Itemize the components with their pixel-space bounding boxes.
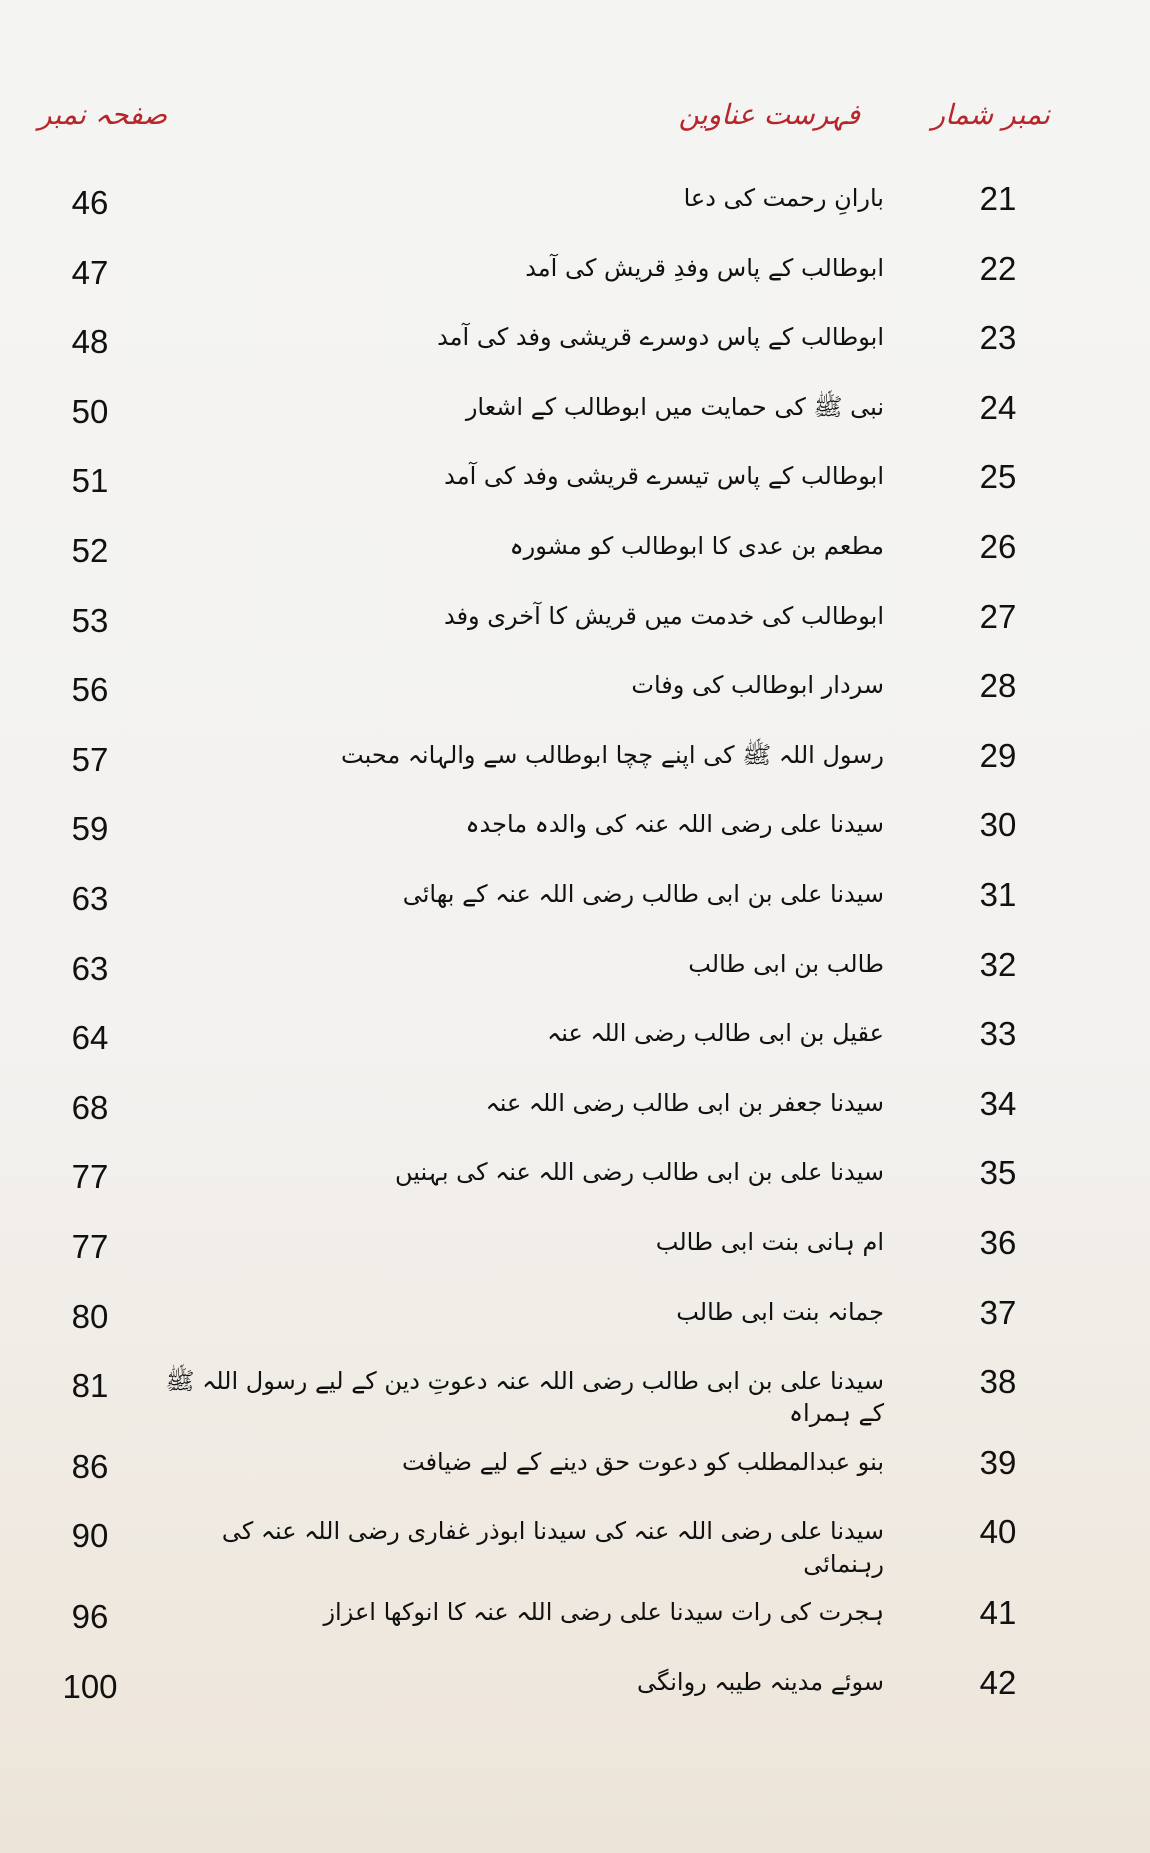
entry-title: سیدنا علی رضی اللہ عنہ کی سیدنا ابوذر غفاری رضی اللہ عنہ کی رہنمائی (221, 1517, 884, 1578)
entry-title: طالب بن ابی طالب (688, 949, 884, 978)
entry-number: 22 (979, 249, 1017, 287)
toc-list (0, 172, 1150, 1725)
entry-title: ابوطالب کی خدمت میں قریش کا آخری وفد (443, 601, 884, 630)
entry-page: 81 (71, 1367, 109, 1405)
entry-title: ابوطالب کے پاس دوسرے قریشی وفد کی آمد (437, 323, 884, 352)
toc-entry[interactable] (0, 1436, 1150, 1506)
entry-number: 31 (979, 875, 1017, 913)
entry-page: 59 (71, 810, 109, 848)
entry-number: 42 (979, 1663, 1017, 1701)
entry-page: 100 (62, 1667, 118, 1705)
entry-page: 63 (71, 879, 109, 917)
entry-title: سوئے مدینہ طیبہ روانگی (636, 1667, 884, 1696)
entry-number: 23 (979, 319, 1017, 357)
entry-title: ہجرت کی رات سیدنا علی رضی اللہ عنہ کا انوکھا اعزاز (323, 1598, 884, 1627)
entry-number: 25 (979, 458, 1017, 496)
toc-entry[interactable] (0, 868, 1150, 938)
toc-entry[interactable] (0, 242, 1150, 312)
toc-entry[interactable] (0, 1216, 1150, 1286)
toc-entry[interactable] (0, 1146, 1150, 1216)
entry-title: عقیل بن ابی طالب رضی اللہ عنہ (547, 1019, 884, 1048)
toc-entry[interactable] (0, 381, 1150, 451)
entry-page: 63 (71, 949, 109, 987)
toc-entry[interactable] (0, 1007, 1150, 1077)
entry-title: سردار ابوطالب کی وفات (631, 671, 884, 700)
entry-page: 48 (71, 323, 109, 361)
entry-number: 40 (979, 1513, 1017, 1551)
entry-title: ابوطالب کے پاس تیسرے قریشی وفد کی آمد (444, 462, 884, 491)
toc-header-title: فہرست عناوین (678, 98, 860, 131)
entry-number: 28 (979, 667, 1017, 705)
entry-title: ابوطالب کے پاس وفدِ قریش کی آمد (525, 253, 884, 282)
toc-entry[interactable] (0, 520, 1150, 590)
entry-page: 77 (71, 1227, 109, 1265)
toc-entry[interactable] (0, 1077, 1150, 1147)
entry-page: 50 (71, 392, 109, 430)
entry-title: بارانِ رحمت کی دعا (683, 184, 884, 212)
entry-page: 68 (71, 1088, 109, 1126)
entry-title: سیدنا علی بن ابی طالب رضی اللہ عنہ کی بہنیں (395, 1158, 884, 1187)
toc-entry[interactable] (0, 798, 1150, 868)
entry-number: 38 (979, 1363, 1017, 1401)
entry-page: 56 (71, 671, 109, 709)
entry-title: سیدنا علی بن ابی طالب رضی اللہ عنہ کے بھائی (402, 879, 884, 908)
entry-page: 86 (71, 1447, 109, 1485)
entry-title: سیدنا علی رضی اللہ عنہ کی والدہ ماجدہ (465, 810, 884, 839)
toc-entry[interactable] (0, 172, 1150, 242)
entry-number: 39 (979, 1443, 1017, 1481)
entry-page: 47 (71, 253, 109, 291)
entry-title: نبی ﷺ کی حمایت میں ابوطالب کے اشعار (465, 392, 884, 421)
entry-title: رسول اللہ ﷺ کی اپنے چچا ابوطالب سے والہانہ محبت (341, 740, 884, 769)
entry-page: 53 (71, 601, 109, 639)
entry-number: 26 (979, 527, 1017, 565)
toc-entry[interactable] (0, 1656, 1150, 1726)
entry-number: 27 (979, 597, 1017, 635)
entry-title: ام ہانی بنت ابی طالب (655, 1227, 884, 1256)
toc-entry[interactable] (0, 590, 1150, 660)
toc-header-serial: نمبر شمار (931, 98, 1050, 131)
entry-number: 36 (979, 1223, 1017, 1261)
entry-number: 24 (979, 388, 1017, 426)
entry-number: 32 (979, 945, 1017, 983)
entry-number: 21 (979, 180, 1017, 217)
entry-title: سیدنا علی بن ابی طالب رضی اللہ عنہ دعوتِ دین کے لیے رسول اللہ ﷺ کے ہمراہ (165, 1367, 884, 1428)
toc-entry[interactable] (0, 938, 1150, 1008)
entry-page: 57 (71, 740, 109, 778)
entry-page: 64 (71, 1019, 109, 1057)
entry-title: بنو عبدالمطلب کو دعوت حق دینے کے لیے ضیافت (402, 1447, 884, 1476)
entry-number: 35 (979, 1154, 1017, 1192)
toc-entry[interactable] (0, 659, 1150, 729)
entry-number: 33 (979, 1015, 1017, 1053)
entry-number: 41 (979, 1594, 1017, 1632)
toc-entry[interactable] (0, 1355, 1150, 1436)
entry-page: 90 (71, 1517, 109, 1555)
entry-page: 80 (71, 1297, 109, 1335)
toc-entry[interactable] (0, 729, 1150, 799)
toc-header-page: صفحہ نمبر (38, 98, 168, 131)
toc-entry[interactable] (0, 1286, 1150, 1356)
toc-entry[interactable] (0, 1505, 1150, 1586)
toc-entry[interactable] (0, 450, 1150, 520)
entry-title: جمانہ بنت ابی طالب (676, 1297, 884, 1326)
entry-number: 37 (979, 1293, 1017, 1331)
entry-page: 77 (71, 1158, 109, 1196)
toc-entry[interactable] (0, 311, 1150, 381)
entry-title: مطعم بن عدی کا ابوطالب کو مشورہ (509, 531, 884, 560)
entry-number: 30 (979, 806, 1017, 844)
entry-page: 46 (71, 184, 109, 221)
toc-entry[interactable] (0, 1586, 1150, 1656)
entry-number: 34 (979, 1084, 1017, 1122)
entry-page: 96 (71, 1598, 109, 1636)
entry-title: سیدنا جعفر بن ابی طالب رضی اللہ عنہ (485, 1088, 884, 1117)
entry-number: 29 (979, 736, 1017, 774)
entry-page: 52 (71, 531, 109, 569)
entry-page: 51 (71, 462, 109, 500)
